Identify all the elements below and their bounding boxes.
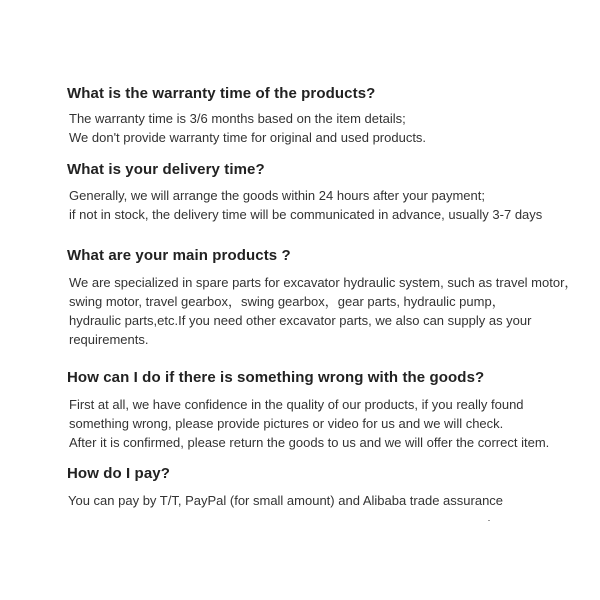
faq-answer-problems (69, 395, 549, 452)
answer-line: You can pay by T/T, PayPal (for small amount) and Alibaba trade assurance (68, 493, 504, 508)
faq-answer-products (69, 273, 577, 349)
answer-line: We don't provide warranty time for original and used products. (69, 130, 427, 145)
faq-question-delivery: What is your delivery time? (67, 161, 265, 178)
answer-line: We are specialized in spare parts for excavator hydraulic system, such as travel motor， (69, 275, 578, 290)
faq-question-payment: How do I pay? (67, 465, 170, 482)
answer-line: The warranty time is 3/6 months based on the item details; (69, 111, 406, 126)
answer-line: something wrong, please provide pictures or video for us and we will check. (69, 416, 504, 431)
faq-answer-warranty (69, 109, 426, 147)
answer-line: After it is confirmed, please return the goods to us and we will offer the correct item. (69, 435, 550, 450)
faq-answer-payment (68, 491, 503, 510)
answer-line: if not in stock, the delivery time will be communicated in advance, usually 3-7 days (69, 207, 543, 222)
faq-question-warranty: What is the warranty time of the products? (67, 85, 376, 102)
faq-question-problems: How can I do if there is something wrong with the goods? (67, 369, 485, 386)
answer-line: Generally, we will arrange the goods within 24 hours after your payment; (69, 188, 485, 203)
answer-line: requirements. (69, 332, 149, 347)
answer-line: hydraulic parts,etc.If you need other excavator parts, we also can supply as your (69, 313, 532, 328)
answer-line: First at all, we have confidence in the quality of our products, if you really found (69, 397, 524, 412)
faq-answer-delivery (69, 186, 542, 224)
scan-speck (488, 520, 490, 521)
faq-question-products: What are your main products ? (67, 247, 291, 264)
answer-line: swing motor, travel gearbox，swing gearbox，gear parts, hydraulic pump， (69, 294, 505, 309)
